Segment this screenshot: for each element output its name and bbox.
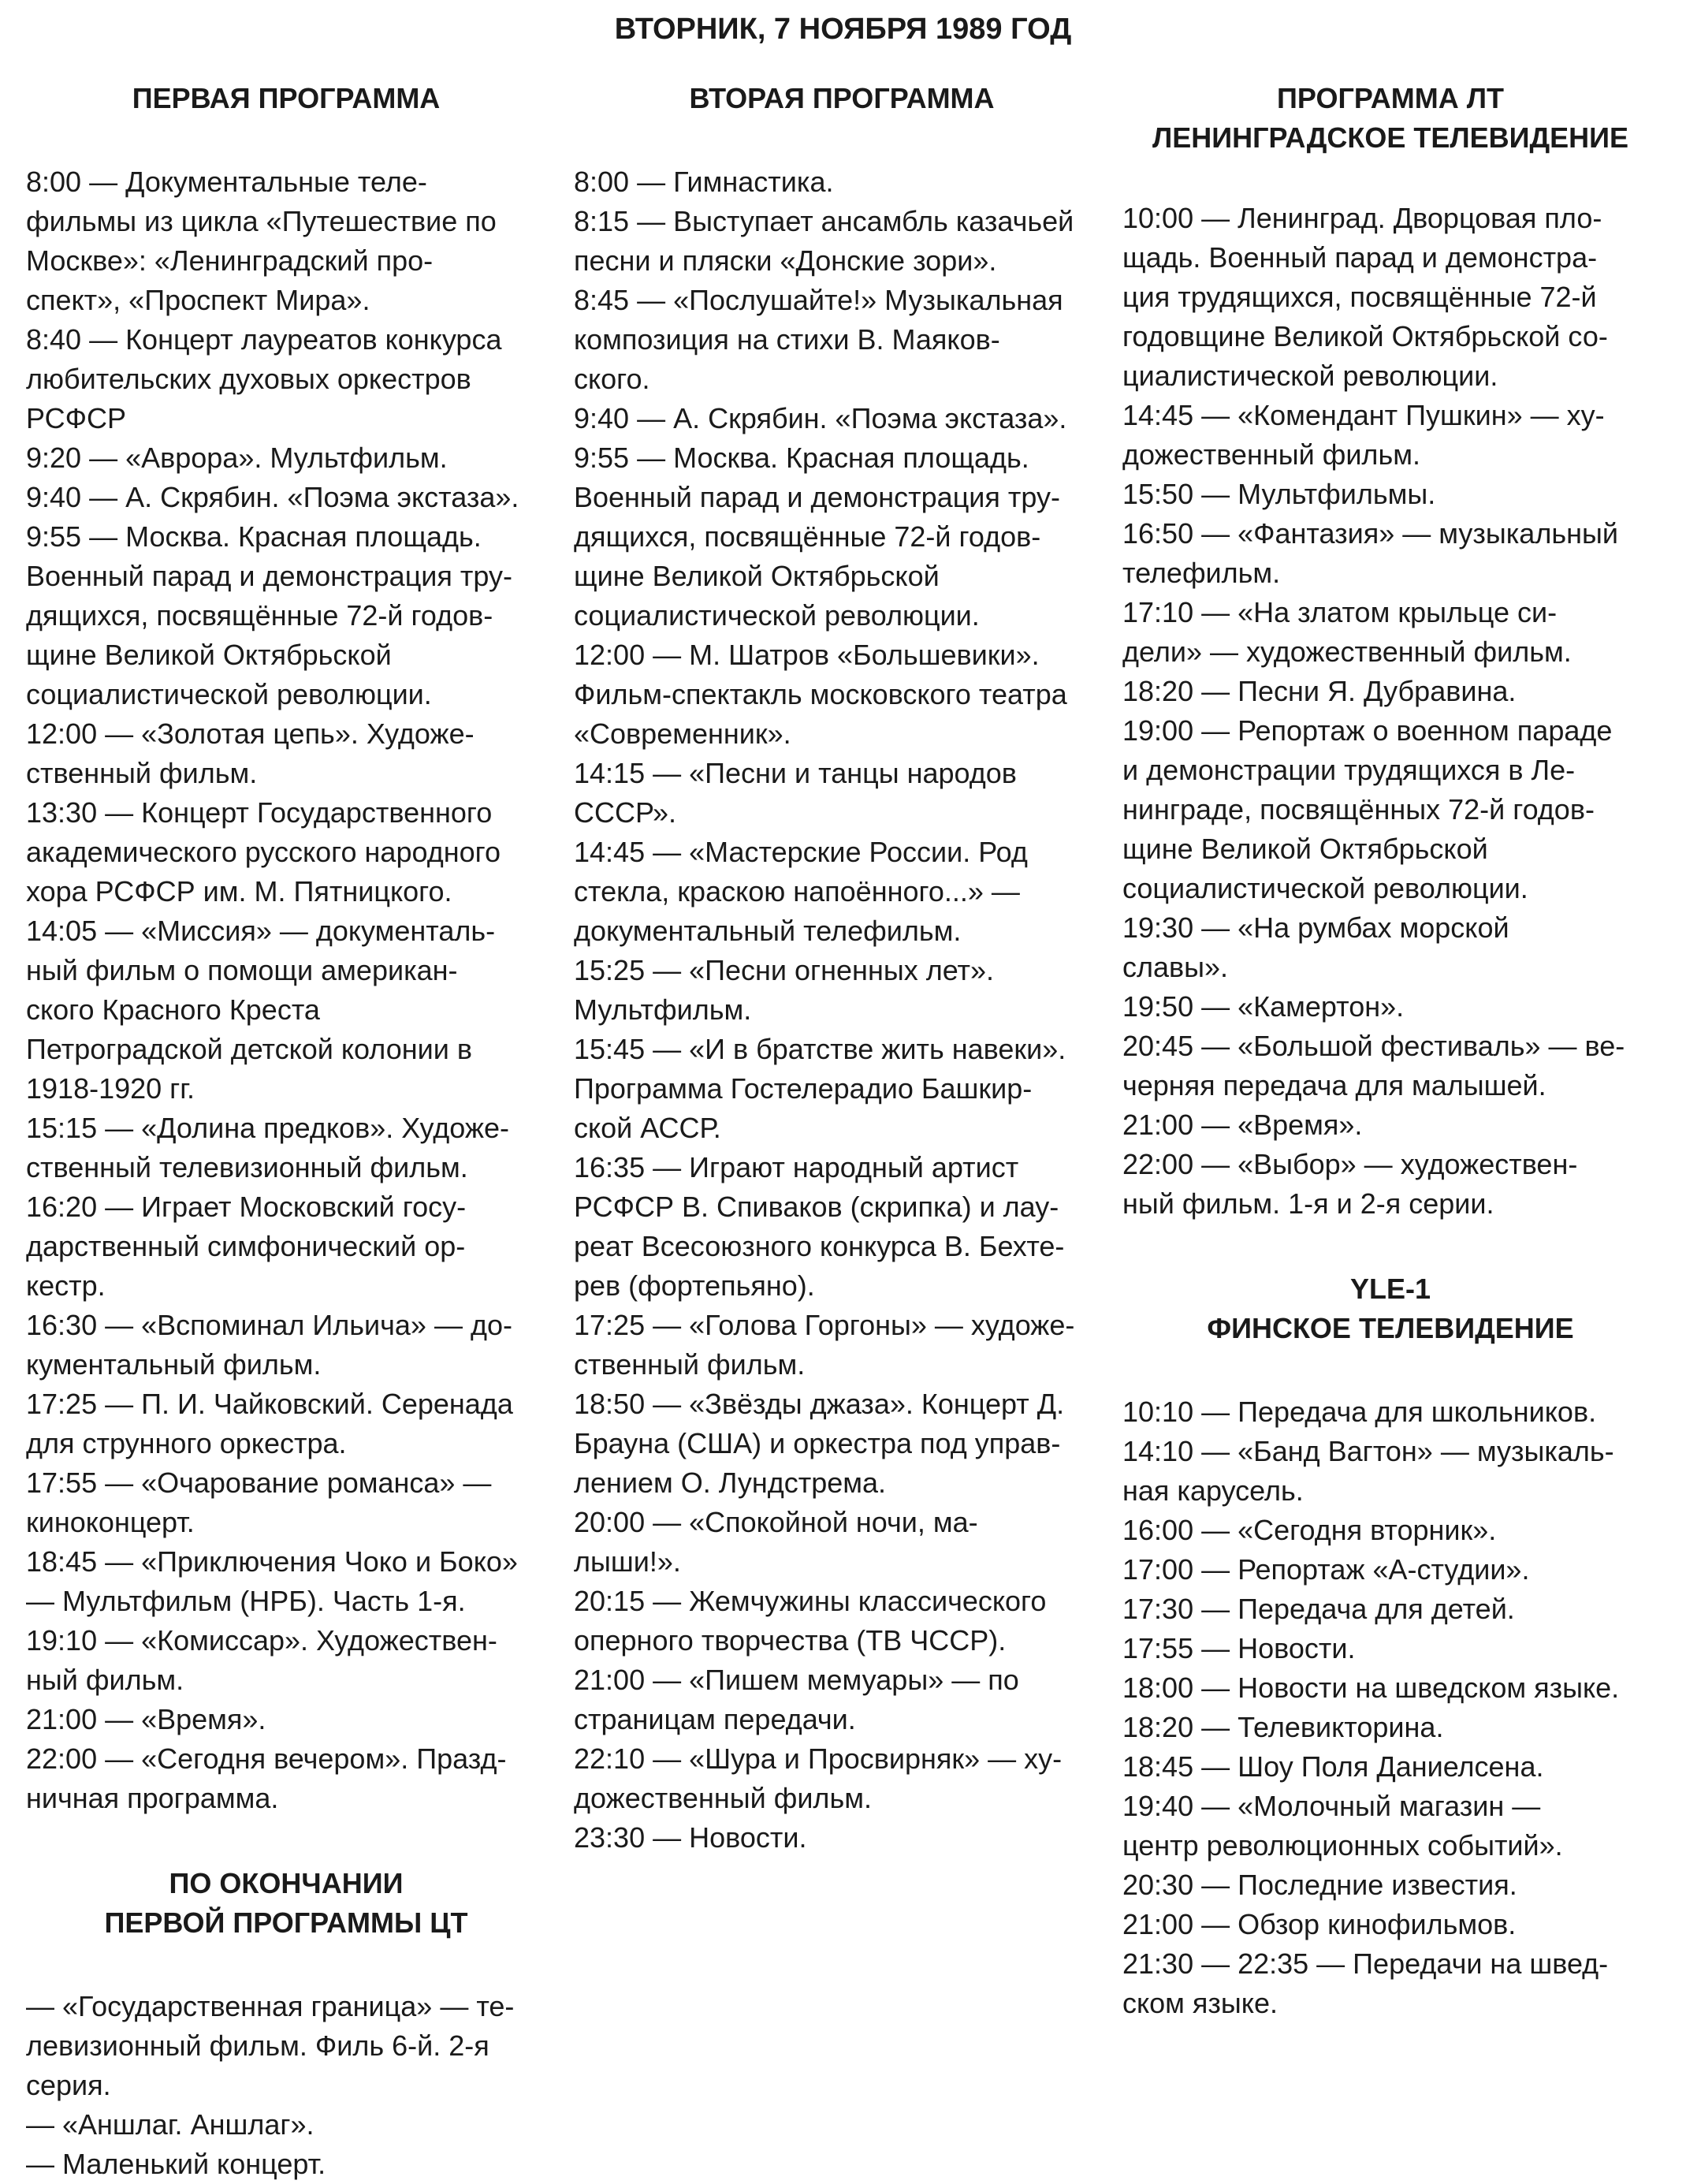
schedule-entry: 18:00 — Новости на шведском языке. (1122, 1672, 1620, 1704)
schedule-entry: 10:00 — Ленинград. Дворцовая пло- щадь. Военный парад и демонстра- ция трудящихся, посвящённые 72-й годовщине Великой Октябрьской со- циалистической революции. (1122, 202, 1608, 392)
schedule-entry: 16:30 — «Вспоминал Ильича» — до- кументальный фильм. (26, 1309, 512, 1381)
schedule-entry: 15:25 — «Песни огненных лет». Мультфильм. (574, 954, 995, 1026)
schedule-list (26, 1987, 546, 2184)
schedule-entry: 19:10 — «Комиссар». Художествен- ный фильм. (26, 1624, 497, 1696)
schedule-entry: 16:20 — Играет Московский госу- дарственный симфонический ор- кестр. (26, 1191, 467, 1302)
schedule-entry: 16:00 — «Сегодня вторник». (1122, 1514, 1497, 1546)
schedule-entry: 12:00 — М. Шатров «Большевики». Фильм-спектакль московского театра «Современник». (574, 639, 1067, 750)
section-after-first-program (26, 1864, 546, 2184)
schedule-entry: 16:35 — Играют народный артист РСФСР В. Спиваков (скрипка) и лау- реат Всесоюзного конкурса В. Бехте- рев (фортепьяно). (574, 1151, 1065, 1302)
schedule-entry: 23:30 — Новости. (574, 1821, 807, 1854)
section-heading (1122, 79, 1658, 158)
schedule-entry: 10:10 — Передача для школьников. (1122, 1396, 1597, 1428)
schedule-list (1122, 199, 1658, 1224)
schedule-entry: 8:40 — Концерт лауреатов конкурса любительских духовых оркестров РСФСР (26, 323, 502, 434)
schedule-entry: 8:45 — «Послушайте!» Музыкальная композиция на стихи В. Маяков- ского. (574, 284, 1063, 395)
section-heading-line: ПЕРВАЯ ПРОГРАММА (132, 82, 441, 114)
schedule-entry: 13:30 — Концерт Государственного академического русского народного хора РСФСР им. М. Пятницкого. (26, 796, 501, 908)
schedule-entry: 19:40 — «Молочный магазин — центр революционных событий». (1122, 1790, 1563, 1862)
schedule-entry: 15:50 — Мультфильмы. (1122, 478, 1436, 510)
schedule-entry: 9:20 — «Аврора». Мультфильм. (26, 442, 448, 474)
schedule-entry: 21:00 — «Пишем мемуары» — по страницам передачи. (574, 1664, 1019, 1735)
schedule-entry: 21:30 — 22:35 — Передачи на швед- ском языке. (1122, 1947, 1609, 2019)
section-heading-line: ВТОРАЯ ПРОГРАММА (689, 82, 995, 114)
schedule-entry: 22:00 — «Сегодня вечером». Празд- ничная программа. (26, 1742, 507, 1814)
schedule-entry: 19:50 — «Камертон». (1122, 990, 1405, 1023)
section-yle1-finnish-tv (1122, 1269, 1658, 2023)
schedule-entry: 17:25 — «Голова Горгоны» — художе- ственный фильм. (574, 1309, 1075, 1381)
schedule-entry: 14:15 — «Песни и танцы народов СССР». (574, 757, 1017, 829)
schedule-entry: 17:10 — «На златом крыльце си- дели» — художественный фильм. (1122, 596, 1572, 668)
schedule-entry: 22:10 — «Шура и Просвирняк» — ху- дожественный фильм. (574, 1742, 1063, 1814)
section-heading (1122, 1269, 1658, 1348)
schedule-entry: 21:00 — «Время». (26, 1703, 266, 1735)
schedule-entry: 15:45 — «И в братстве жить навеки». Программа Гостелерадио Башкир- ской АССР. (574, 1033, 1066, 1144)
section-heading-line: YLE-1 (1349, 1273, 1431, 1305)
schedule-entry: 17:55 — Новости. (1122, 1632, 1356, 1664)
schedule-entry: 12:00 — «Золотая цепь». Художе- ственный фильм. (26, 717, 475, 789)
schedule-entry: 20:30 — Последние известия. (1122, 1869, 1517, 1901)
section-heading-line: ПЕРВОЙ ПРОГРАММЫ ЦТ (104, 1906, 468, 1939)
schedule-entry: 9:55 — Москва. Красная площадь. Военный парад и демонстрация тру- дящихся, посвящённые 72-й годов- щине Великой Октябрьской социалистической революции. (26, 520, 513, 710)
section-first-program (26, 79, 546, 1818)
section-heading (26, 1864, 546, 1943)
schedule-entry: 17:55 — «Очарование романса» — киноконцерт. (26, 1467, 492, 1538)
schedule-entry: 17:30 — Передача для детей. (1122, 1593, 1515, 1625)
schedule-entry: 14:05 — «Миссия» — документаль- ный фильм о помощи американ- ского Красного Креста Петроградской детской колонии в 1918-1920 гг. (26, 915, 496, 1105)
schedule-entry: 18:45 — Шоу Поля Даниелсена. (1122, 1750, 1544, 1783)
schedule-list (26, 162, 546, 1818)
schedule-entry: 18:20 — Телевикторина. (1122, 1711, 1444, 1743)
schedule-entry: — «Государственная граница» — те- левизионный фильм. Филь 6-й. 2-я серия. (26, 1990, 515, 2101)
schedule-entry: 18:20 — Песни Я. Дубравина. (1122, 675, 1517, 707)
column-regional-programs (1122, 79, 1658, 2023)
schedule-entry: 19:00 — Репортаж о военном параде и демонстрации трудящихся в Ле- нинграде, посвящённых 72-й годов- щине Великой Октябрьской социалистической революции. (1122, 714, 1613, 904)
page-title: ВТОРНИК, 7 НОЯБРЯ 1989 ГОД (614, 13, 1072, 46)
schedule-entry: 19:30 — «На румбах морской славы». (1122, 911, 1509, 983)
schedule-entry: 9:40 — А. Скрябин. «Поэма экстаза». (574, 402, 1067, 434)
column-second-program (574, 79, 1110, 1858)
section-heading-line: ФИНСКОЕ ТЕЛЕВИДЕНИЕ (1207, 1312, 1574, 1344)
schedule-entry: 20:15 — Жемчужины классического оперного творчества (ТВ ЧССР). (574, 1585, 1047, 1657)
schedule-entry: 17:00 — Репортаж «А-студии». (1122, 1553, 1530, 1586)
section-heading (574, 79, 1110, 118)
section-leningrad-tv (1122, 79, 1658, 1224)
schedule-entry: 21:00 — Обзор кинофильмов. (1122, 1908, 1517, 1940)
section-second-program (574, 79, 1110, 1858)
schedule-entry: — Маленький концерт. (26, 2148, 326, 2180)
schedule-entry: 17:25 — П. И. Чайковский. Серенада для струнного оркестра. (26, 1388, 513, 1459)
schedule-entry: 8:15 — Выступает ансамбль казачьей песни и пляски «Донские зори». (574, 205, 1074, 277)
section-heading-line: ПО ОКОНЧАНИИ (169, 1867, 404, 1899)
schedule-entry: 18:45 — «Приключения Чоко и Боко» — Мультфильм (НРБ). Часть 1-я. (26, 1545, 518, 1617)
schedule-entry: 9:40 — А. Скрябин. «Поэма экстаза». (26, 481, 519, 513)
column-first-program (26, 79, 546, 2184)
schedule-entry: 14:45 — «Мастерские России. Род стекла, краскою напоённого...» — документальный телефильм. (574, 836, 1028, 947)
schedule-entry: 22:00 — «Выбор» — художествен- ный фильм. 1-я и 2-я серии. (1122, 1148, 1578, 1220)
schedule-entry: 9:55 — Москва. Красная площадь. Военный парад и демонстрация тру- дящихся, посвящённые 72-й годов- щине Великой Октябрьской социалистической революции. (574, 442, 1061, 632)
schedule-entry: 20:00 — «Спокойной ночи, ма- лыши!». (574, 1506, 978, 1578)
schedule-entry: — «Аншлаг. Аншлаг». (26, 2108, 314, 2141)
schedule-list (574, 162, 1110, 1858)
schedule-entry: 8:00 — Документальные теле- фильмы из цикла «Путешествие по Москве»: «Ленинградский про- спект», «Проспект Мира». (26, 166, 497, 316)
schedule-entry: 15:15 — «Долина предков». Художе- ственный телевизионный фильм. (26, 1112, 509, 1183)
section-heading-line: ЛЕНИНГРАДСКОЕ ТЕЛЕВИДЕНИЕ (1152, 121, 1629, 154)
schedule-entry: 14:45 — «Комендант Пушкин» — ху- дожественный фильм. (1122, 399, 1605, 471)
schedule-entry: 21:00 — «Время». (1122, 1109, 1363, 1141)
schedule-list (1122, 1392, 1658, 2023)
schedule-entry: 20:45 — «Большой фестиваль» — ве- черняя передача для малышей. (1122, 1030, 1625, 1101)
schedule-entry: 8:00 — Гимнастика. (574, 166, 834, 198)
section-heading (26, 79, 546, 118)
section-heading-line: ПРОГРАММА ЛТ (1277, 82, 1504, 114)
schedule-entry: 16:50 — «Фантазия» — музыкальный телефильм. (1122, 517, 1618, 589)
schedule-entry: 18:50 — «Звёзды джаза». Концерт Д. Брауна (США) и оркестра под управ- лением О. Лундстрема. (574, 1388, 1065, 1499)
schedule-entry: 14:10 — «Банд Вагтон» — музыкаль- ная карусель. (1122, 1435, 1614, 1507)
